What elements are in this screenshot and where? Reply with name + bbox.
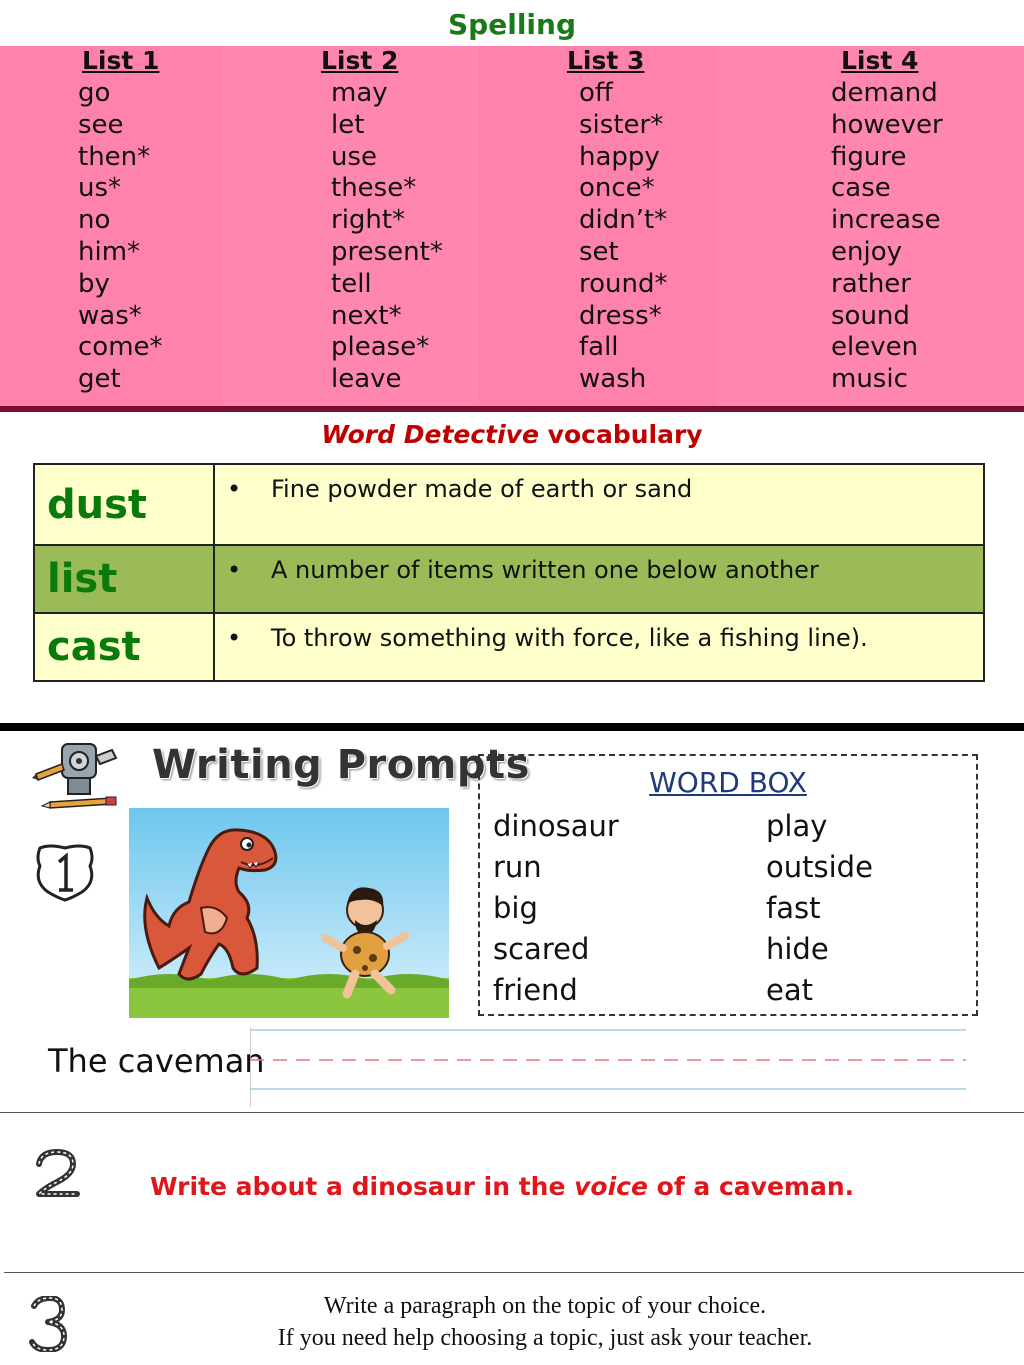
spelling-list-3 [478,46,716,406]
bullet-icon: • [227,624,242,652]
bullet-icon: • [227,475,242,503]
section-divider [0,1112,1024,1113]
handwriting-lines[interactable] [250,1027,966,1107]
prompt-3-help-text: If you need help choosing a topic, just ask your teacher. [277,1325,813,1351]
vocabulary-term: dust [35,465,215,544]
prompt-3-text: Write a paragraph on the topic of your choice. [323,1293,767,1319]
definition-text: A number of items written one below another [271,556,819,584]
sentence-starter: The caveman [48,1042,265,1080]
list-heading: List 1 [82,46,160,75]
vocabulary-title-rest: vocabulary [538,420,703,449]
spelling-list-4 [716,46,1024,406]
word-box-title: WORD BOX [649,766,807,799]
vocabulary-title [0,420,1024,449]
writing-prompts-title: Writing Prompts [152,742,530,788]
prompt-2-text [150,1172,854,1201]
vocabulary-definition [227,475,692,503]
vocabulary-definition [227,624,868,652]
prompt-2-text-end: of a caveman. [647,1172,855,1201]
word-box-right-column: play outside fast hide eat [766,809,873,1007]
spelling-lists-panel [0,46,1024,412]
definition-text: To throw something with force, like a fishing line). [271,624,868,652]
list-heading: List 4 [841,46,919,75]
vocabulary-table [33,463,985,682]
vocabulary-row [35,465,983,546]
section-divider [4,1272,1024,1273]
vocabulary-term: list [35,546,215,612]
spelling-list-1 [0,46,222,406]
list-heading: List 3 [567,46,645,75]
bullet-icon: • [227,556,242,584]
word-box-left-column: dinosaur run big scared friend [493,809,619,1007]
definition-text: Fine powder made of earth or sand [271,475,693,503]
word-box [478,754,978,1016]
prompt-2-text-italic: voice [574,1172,648,1201]
list-heading: List 2 [321,46,399,75]
list-words: go see then* us* no him* by was* come* get [78,78,163,395]
prompt-2-text-start: Write about a dinosaur in the [150,1172,575,1201]
dinosaur-chasing-caveman-image [129,808,449,1018]
spelling-title: Spelling [448,8,576,41]
list-words: demand however figure case increase enjoy rather sound eleven music [831,78,943,395]
number-1-shield-icon [34,842,96,902]
vocabulary-definition [227,556,819,584]
list-words: off sister* happy once* didn’t* set round* dress* fall wash [579,78,668,395]
pencil-sharpener-icon [32,736,122,812]
spelling-list-2 [222,46,478,406]
list-words: may let use these* right* present* tell next* please* leave [331,78,443,395]
number-2-icon [33,1148,83,1198]
vocabulary-title-italic: Word Detective [321,420,539,449]
vocabulary-row [35,546,983,614]
vocabulary-term: cast [35,614,215,680]
section-divider [0,723,1024,731]
vocabulary-row [35,614,983,680]
